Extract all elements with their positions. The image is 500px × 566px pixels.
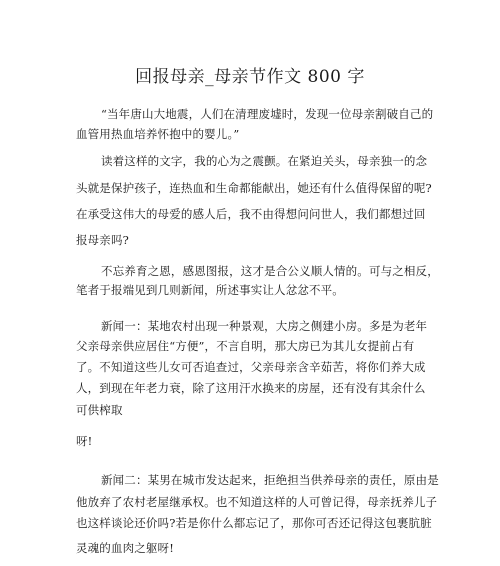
paragraph-5-line-3: 也这样谈论还价吗?若是你什么都忘记了，那你可否还记得这包裹肮脏 <box>76 516 432 530</box>
paragraph-5-line-2: 他放弃了农村老屋继承权。也不知道这样的人可曾记得，母亲抚养儿子 <box>76 495 438 509</box>
paragraph-2-line-2: 头就是保护孩子，连热血和生命都能献出，她还有什么值得保留的呢? <box>76 181 432 195</box>
paragraph-5-line-1: 新闻二：某男在城市发达起来，拒绝担当供养母亲的责任，原由是 <box>101 473 439 487</box>
paragraph-4-line-1: 新闻一：某地农村出现一种景观，大房之侧建小房。多是为老年 <box>101 319 428 333</box>
paragraph-1-line-1: “当年唐山大地震，人们在清理废墟时，发现一位母亲割破自己的 <box>101 107 434 121</box>
paragraph-3-line-1: 不忘养育之恩，感恩图报，这才是合公义顺人情的。可与之相反， <box>101 264 439 278</box>
paragraph-4-line-6: 呀! <box>76 434 93 448</box>
paragraph-1-line-2: 血管用热血培养怀抱中的婴儿。” <box>76 127 240 141</box>
document-title: 回报母亲_母亲节作文 800 字 <box>135 67 365 87</box>
paragraph-2-line-4: 报母亲吗? <box>76 233 129 247</box>
paragraph-2-line-1: 读着这样的文字，我的心为之震颤。在紧迫关头，母亲独一的念 <box>101 154 428 168</box>
paragraph-4-line-5: 可供榨取 <box>76 403 123 417</box>
paragraph-3-line-2: 笔者于报端见到几则新闻，所述事实让人忿忿不平。 <box>76 283 344 297</box>
paragraph-4-line-4: 人，到现在年老力衰，除了这用汗水换来的房屋，还有没有其余什么 <box>76 381 426 395</box>
paragraph-2-line-3: 在承受这伟大的母爱的感人后，我不由得想问问世人，我们都想过回 <box>76 207 426 221</box>
paragraph-5-line-4: 灵魂的血肉之躯呀! <box>76 541 174 555</box>
paragraph-4-line-2: 父亲母亲供应居住“方便”，不言自明，那大房已为其儿女提前占有 <box>76 339 415 353</box>
paragraph-4-line-3: 了。不知道这些儿女可否追查过，父亲母亲含辛茹苦，将你们养大成 <box>76 360 426 374</box>
